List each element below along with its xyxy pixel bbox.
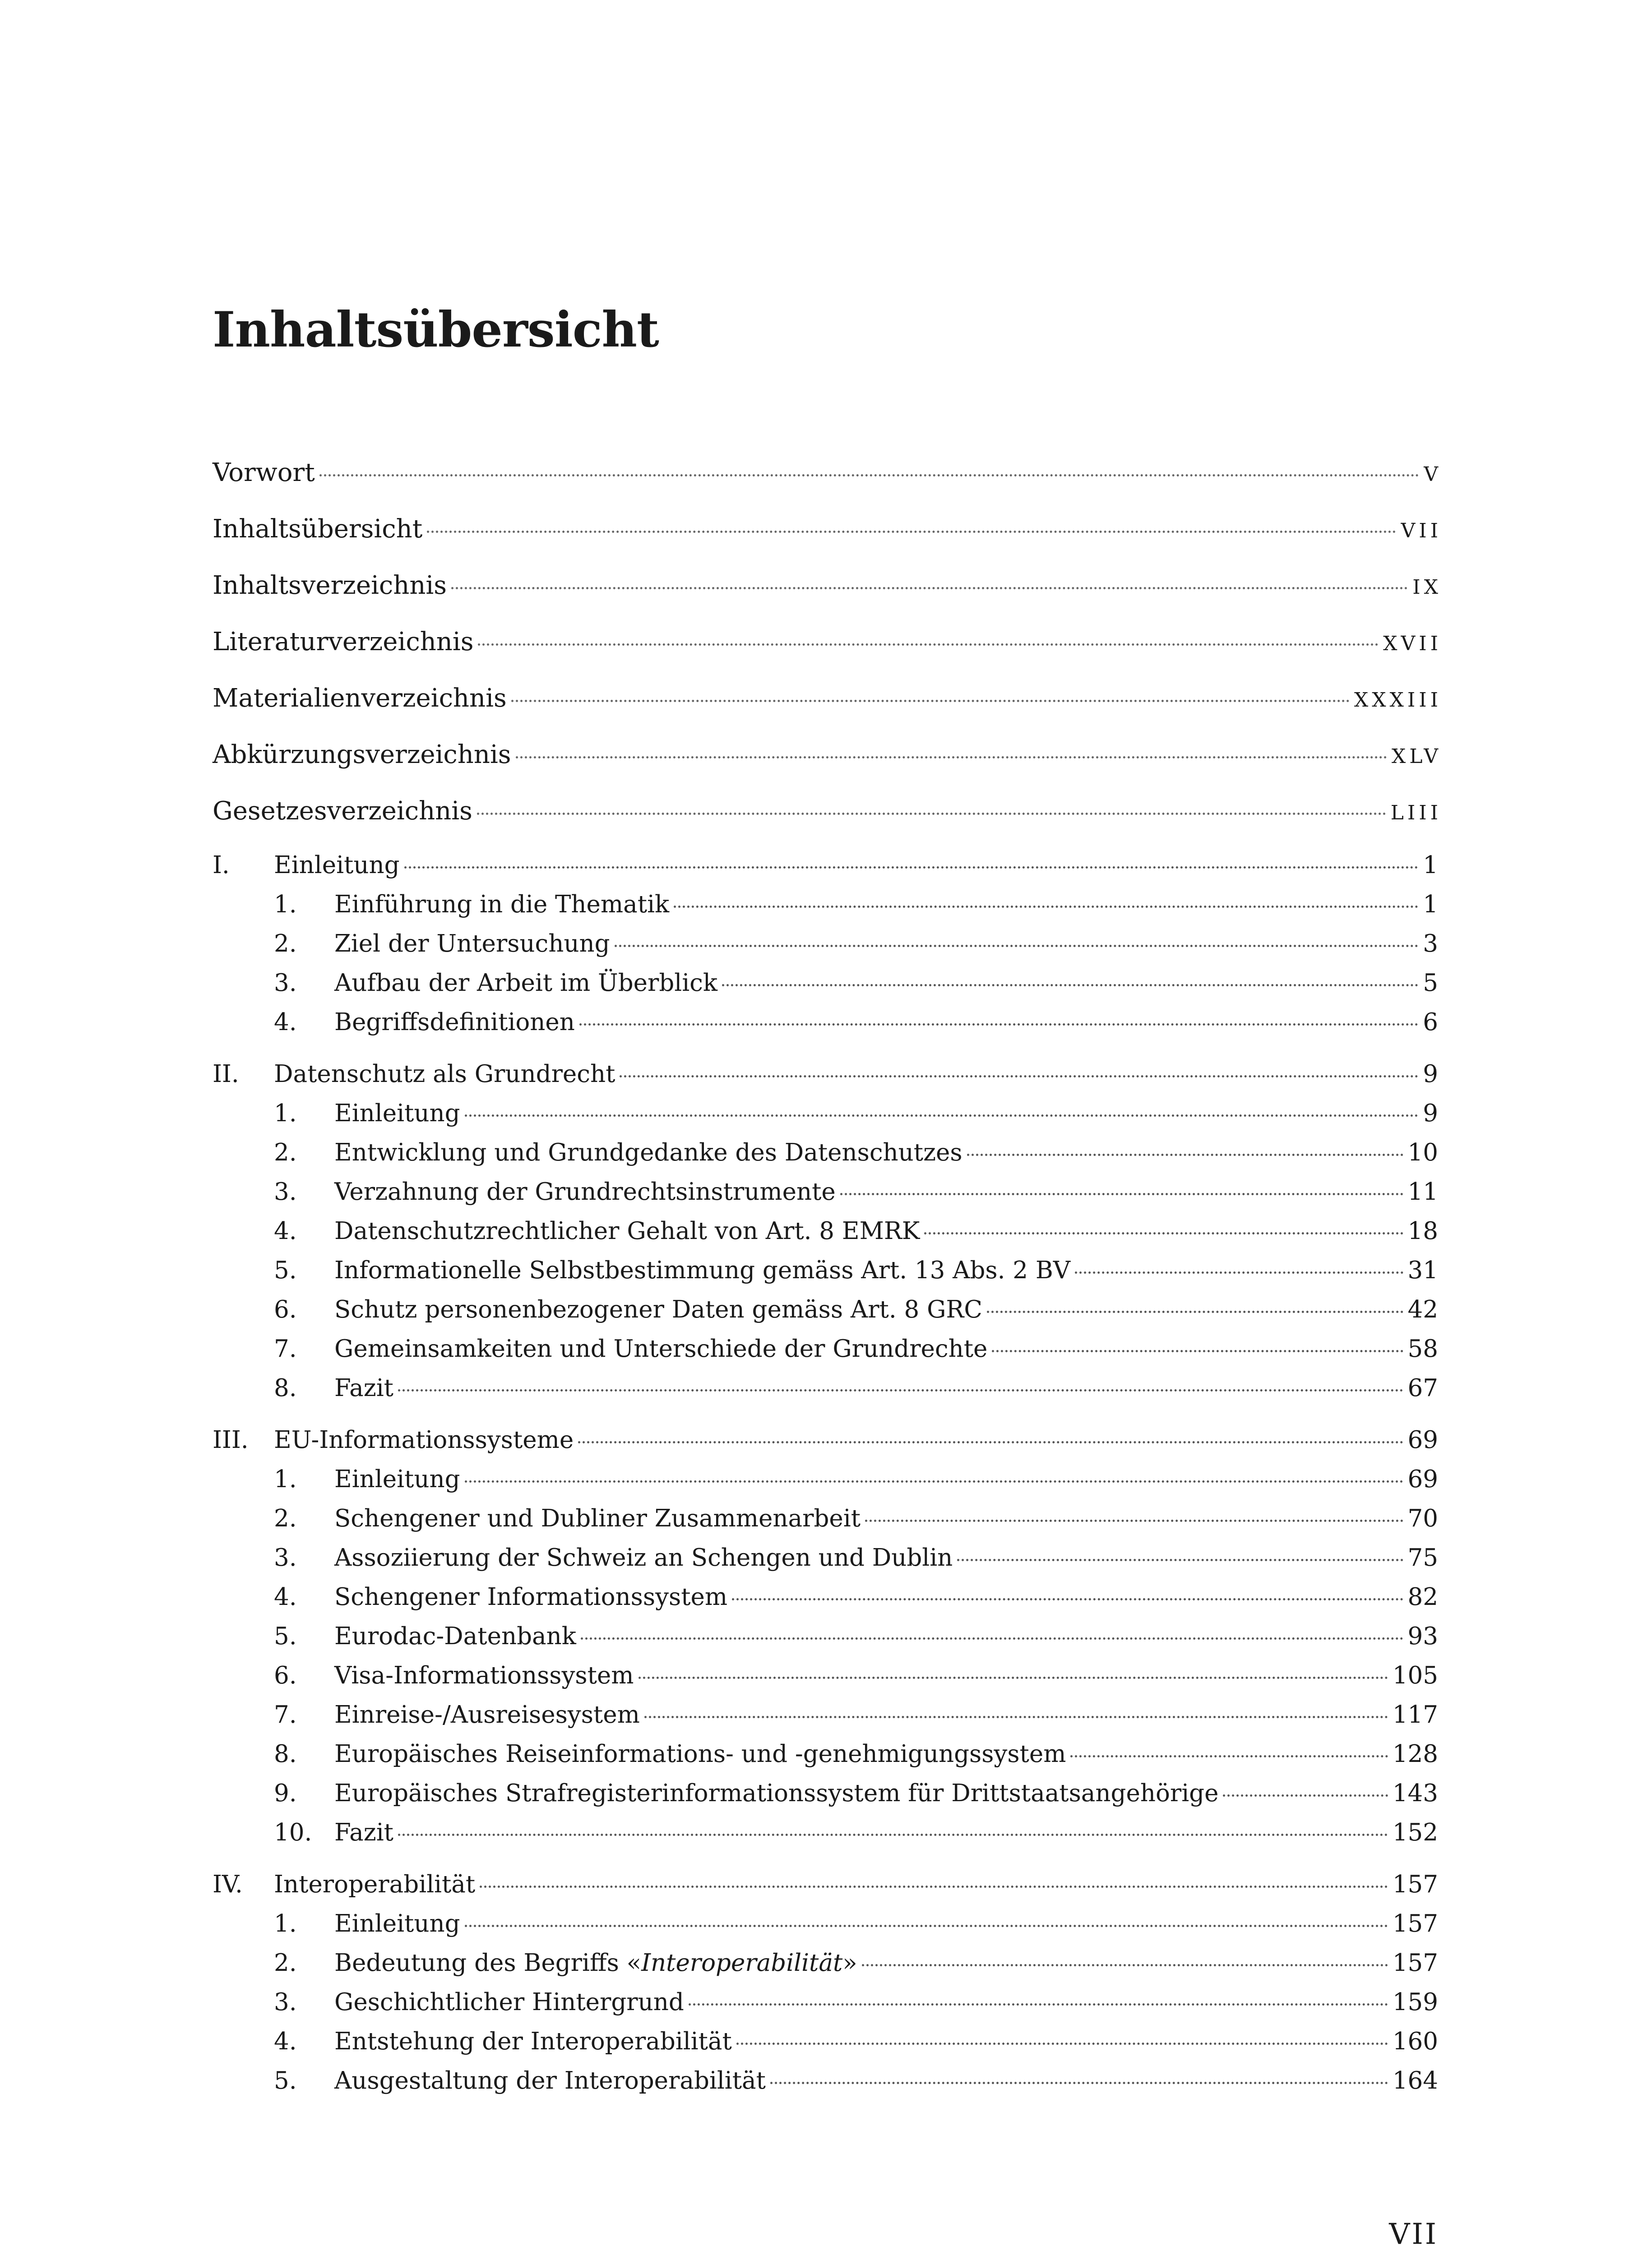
- dot-leader: [465, 1480, 1403, 1483]
- section-page: 105: [1392, 1662, 1438, 1689]
- section-entry[interactable]: [213, 1211, 1438, 1251]
- section-title-text: Einleitung: [334, 1100, 460, 1127]
- section-title-italic: Interoperabilität: [641, 1949, 843, 1977]
- section-title: [334, 1734, 1066, 1774]
- dot-leader: [615, 945, 1419, 947]
- section-title-text: Eurodac-Datenbank: [334, 1623, 576, 1650]
- section-title: [334, 1656, 634, 1695]
- section-number: 5.: [274, 1623, 297, 1650]
- chapter-number: III.: [213, 1426, 249, 1454]
- dot-leader: [511, 700, 1350, 702]
- section-number: 9.: [274, 1780, 297, 1807]
- section-number: 3.: [274, 969, 297, 997]
- section-number: 3.: [274, 1988, 297, 2016]
- section-page: 160: [1392, 2028, 1438, 2055]
- section-number: 4.: [274, 1217, 297, 1245]
- section-page: 11: [1407, 1178, 1438, 1206]
- section-page: 3: [1423, 930, 1438, 957]
- dot-leader: [480, 1886, 1388, 1888]
- chapter-title: Einleitung: [274, 851, 400, 879]
- section-title-text: Fazit: [334, 1374, 393, 1402]
- section-title-text: Einleitung: [334, 1465, 460, 1493]
- section-number: 8.: [274, 1374, 297, 1402]
- section-number: 1.: [274, 1910, 297, 1937]
- section-entry[interactable]: [213, 1656, 1438, 1695]
- chapter-entry[interactable]: [213, 846, 1438, 885]
- chapter-number: I.: [213, 851, 230, 879]
- dot-leader: [620, 1075, 1418, 1077]
- section-title-text: Europäisches Reiseinformations- und -genehmigungssystem: [334, 1740, 1066, 1768]
- dot-leader: [398, 1834, 1388, 1836]
- chapter-page: 9: [1423, 1060, 1438, 1088]
- entry-page: VII: [1401, 519, 1442, 542]
- section-number: 1.: [274, 891, 297, 918]
- section-number: 3.: [274, 1178, 297, 1206]
- toc-entry[interactable]: [213, 501, 1442, 557]
- chapter-entry[interactable]: [213, 1054, 1438, 1094]
- section-entry[interactable]: [213, 1943, 1438, 1983]
- page-title: Inhaltsübersicht: [213, 301, 659, 358]
- dot-leader: [1223, 1794, 1388, 1797]
- dot-leader: [987, 1311, 1403, 1313]
- section-entry[interactable]: [213, 1813, 1438, 1852]
- section-number: 2.: [274, 1949, 297, 1977]
- dot-leader: [581, 1637, 1403, 1640]
- chapter-block: [213, 1420, 1438, 1852]
- entry-page: LIII: [1390, 801, 1442, 824]
- section-title-text: Entstehung der Interoperabilität: [334, 2028, 732, 2055]
- section-page: 82: [1407, 1583, 1438, 1611]
- chapter-block: [213, 846, 1438, 1042]
- section-title-suffix: »: [842, 1949, 857, 1977]
- dot-leader: [477, 813, 1386, 815]
- entry-page: XXXIII: [1354, 689, 1442, 712]
- section-page: 5: [1423, 969, 1438, 997]
- page-number: VII: [1389, 2218, 1438, 2251]
- section-page: 69: [1407, 1465, 1438, 1493]
- section-entry[interactable]: [213, 1329, 1438, 1368]
- section-page: 18: [1407, 1217, 1438, 1245]
- section-title-text: Geschichtlicher Hintergrund: [334, 1988, 684, 2016]
- section-title: [334, 1774, 1218, 1813]
- section-title: [334, 1983, 684, 2022]
- toc-entry[interactable]: [213, 783, 1442, 839]
- section-number: 1.: [274, 1100, 297, 1127]
- section-number: 4.: [274, 1583, 297, 1611]
- section-entry[interactable]: [213, 1695, 1438, 1734]
- dot-leader: [644, 1716, 1388, 1718]
- dot-leader: [319, 474, 1420, 476]
- section-title: [334, 1133, 963, 1172]
- chapter-title: EU-Informationssysteme: [274, 1426, 574, 1454]
- dot-leader: [404, 866, 1419, 869]
- section-title-text: Ausgestaltung der Interoperabilität: [334, 2067, 766, 2094]
- section-title: [334, 1172, 836, 1211]
- chapter-number: IV.: [213, 1871, 243, 1898]
- section-title-text: Aufbau der Arbeit im Überblick: [334, 969, 717, 997]
- section-number: 7.: [274, 1335, 297, 1363]
- entry-page: IX: [1412, 576, 1442, 599]
- entry-title: Vorwort: [213, 458, 315, 487]
- section-entry[interactable]: [213, 1368, 1438, 1408]
- chapter-title: Datenschutz als Grundrecht: [274, 1060, 615, 1088]
- section-entry[interactable]: [213, 1983, 1438, 2022]
- entry-title: Gesetzesverzeichnis: [213, 796, 472, 826]
- section-entry[interactable]: [213, 1499, 1438, 1538]
- section-page: 70: [1407, 1505, 1438, 1532]
- section-page: 157: [1392, 1949, 1438, 1977]
- dot-leader: [1070, 1755, 1388, 1757]
- dot-leader: [465, 1925, 1388, 1927]
- section-entry[interactable]: [213, 1538, 1438, 1577]
- section-page: 6: [1423, 1008, 1438, 1036]
- section-number: 5.: [274, 1257, 297, 1284]
- section-title: [334, 1577, 727, 1617]
- section-entry[interactable]: [213, 1172, 1438, 1211]
- chapter-list: [213, 846, 1438, 2100]
- toc-entry[interactable]: [213, 614, 1442, 670]
- entry-page: V: [1424, 463, 1442, 486]
- section-title-text: Begriffsdefinitionen: [334, 1008, 575, 1036]
- section-entry[interactable]: [213, 2022, 1438, 2061]
- section-entry[interactable]: [213, 1577, 1438, 1617]
- section-title: [334, 1695, 640, 1734]
- entry-title: Inhaltsübersicht: [213, 514, 423, 544]
- dot-leader: [427, 531, 1396, 533]
- section-title-text: Assoziierung der Schweiz an Schengen und Dublin: [334, 1544, 953, 1572]
- section-entry[interactable]: [213, 1460, 1438, 1499]
- section-title: [334, 1003, 575, 1042]
- dot-leader: [578, 1441, 1403, 1443]
- dot-leader: [862, 1964, 1388, 1966]
- section-entry[interactable]: [213, 1617, 1438, 1656]
- section-title-text: Bedeutung des Begriffs «: [334, 1949, 642, 1977]
- dot-leader: [674, 906, 1418, 908]
- section-page: 128: [1392, 1740, 1438, 1768]
- section-page: 164: [1392, 2067, 1438, 2094]
- section-page: 9: [1423, 1100, 1438, 1127]
- section-entry[interactable]: [213, 2061, 1438, 2100]
- section-entry[interactable]: [213, 1094, 1438, 1133]
- section-page: 152: [1392, 1819, 1438, 1846]
- dot-leader: [840, 1193, 1403, 1195]
- section-number: 10.: [274, 1819, 312, 1846]
- section-page: 143: [1392, 1780, 1438, 1807]
- section-number: 5.: [274, 2067, 297, 2094]
- toc-entry[interactable]: [213, 557, 1442, 614]
- section-title: [334, 1460, 460, 1499]
- section-title: [334, 2061, 766, 2100]
- section-number: 3.: [274, 1544, 297, 1572]
- entry-title: Materialienverzeichnis: [213, 684, 507, 713]
- dot-leader: [689, 2003, 1388, 2006]
- section-page: 159: [1392, 1988, 1438, 2016]
- section-number: 8.: [274, 1740, 297, 1768]
- section-number: 4.: [274, 2028, 297, 2055]
- chapter-block: [213, 1865, 1438, 2100]
- dot-leader: [722, 984, 1418, 986]
- entry-title: Inhaltsverzeichnis: [213, 571, 447, 600]
- section-title-text: Schengener Informationssystem: [334, 1583, 728, 1611]
- section-entry[interactable]: [213, 924, 1438, 963]
- section-number: 1.: [274, 1465, 297, 1493]
- section-title-text: Verzahnung der Grundrechtsinstrumente: [334, 1178, 836, 1206]
- section-page: 157: [1392, 1910, 1438, 1937]
- section-number: 7.: [274, 1701, 297, 1729]
- section-entry[interactable]: [213, 1133, 1438, 1172]
- section-title-text: Entwicklung und Grundgedanke des Datenschutzes: [334, 1139, 963, 1166]
- section-entry[interactable]: [213, 1774, 1438, 1813]
- dot-leader: [465, 1114, 1419, 1117]
- section-entry[interactable]: [213, 1251, 1438, 1290]
- chapter-title: Interoperabilität: [274, 1871, 476, 1898]
- section-page: 117: [1392, 1701, 1438, 1729]
- section-number: 2.: [274, 1505, 297, 1532]
- section-number: 6.: [274, 1296, 297, 1323]
- section-title: [334, 1538, 953, 1577]
- chapter-page: 1: [1423, 851, 1438, 879]
- section-title-text: Einführung in die Thematik: [334, 891, 670, 918]
- entry-title: Literaturverzeichnis: [213, 627, 474, 656]
- section-title: [334, 1617, 576, 1656]
- section-number: 2.: [274, 1139, 297, 1166]
- section-title-text: Gemeinsamkeiten und Unterschiede der Grundrechte: [334, 1335, 988, 1363]
- dot-leader: [639, 1677, 1388, 1679]
- section-title-text: Datenschutzrechtlicher Gehalt von Art. 8 EMRK: [334, 1217, 920, 1245]
- dot-leader: [579, 1023, 1418, 1026]
- section-title: [334, 1368, 393, 1408]
- section-entry[interactable]: [213, 963, 1438, 1003]
- section-entry[interactable]: [213, 885, 1438, 924]
- section-page: 1: [1423, 891, 1438, 918]
- section-page: 58: [1407, 1335, 1438, 1363]
- dot-leader: [992, 1350, 1403, 1352]
- section-title: [334, 885, 669, 924]
- dot-leader: [1075, 1271, 1403, 1274]
- chapter-entry[interactable]: [213, 1420, 1438, 1460]
- section-title-text: Schutz personenbezogener Daten gemäss Art. 8 GRC: [334, 1296, 982, 1323]
- section-title-text: Informationelle Selbstbestimmung gemäss Art. 13 Abs. 2 BV: [334, 1257, 1071, 1284]
- dot-leader: [957, 1559, 1403, 1561]
- dot-leader: [398, 1389, 1403, 1392]
- section-entry[interactable]: [213, 1734, 1438, 1774]
- section-title: [334, 963, 717, 1003]
- section-page: 10: [1407, 1139, 1438, 1166]
- section-number: 2.: [274, 930, 297, 957]
- dot-leader: [516, 756, 1387, 758]
- section-title-text: Einreise-/Ausreisesystem: [334, 1701, 640, 1729]
- dot-leader: [736, 2043, 1388, 2045]
- section-title: [334, 924, 610, 963]
- front-matter-list: [213, 444, 1442, 839]
- section-title: [334, 1290, 982, 1329]
- toc-entry[interactable]: [213, 444, 1442, 501]
- section-title-text: Europäisches Strafregisterinformationssystem für Drittstaatsangehörige: [334, 1780, 1219, 1807]
- chapter-number: II.: [213, 1060, 239, 1088]
- chapter-page: 157: [1392, 1871, 1438, 1898]
- dot-leader: [865, 1520, 1403, 1522]
- dot-leader: [451, 587, 1408, 589]
- toc-entry[interactable]: [213, 726, 1442, 783]
- section-title: [334, 1251, 1070, 1290]
- section-page: 42: [1407, 1296, 1438, 1323]
- chapter-page: 69: [1407, 1426, 1438, 1454]
- dot-leader: [770, 2082, 1388, 2084]
- chapter-entry[interactable]: [213, 1865, 1438, 1904]
- section-title: [334, 1499, 861, 1538]
- dot-leader: [967, 1154, 1403, 1156]
- section-title: [334, 1329, 987, 1368]
- section-page: 75: [1407, 1544, 1438, 1572]
- section-title-text: Schengener und Dubliner Zusammenarbeit: [334, 1505, 861, 1532]
- section-title: [334, 1211, 920, 1251]
- section-number: 6.: [274, 1662, 297, 1689]
- section-page: 93: [1407, 1623, 1438, 1650]
- entry-page: XVII: [1383, 632, 1442, 655]
- section-entry[interactable]: [213, 1290, 1438, 1329]
- section-number: 4.: [274, 1008, 297, 1036]
- toc-entry[interactable]: [213, 670, 1442, 726]
- entry-title: Abkürzungsverzeichnis: [213, 740, 511, 769]
- chapter-block: [213, 1054, 1438, 1408]
- section-title-text: Visa-Informationssystem: [334, 1662, 634, 1689]
- dot-leader: [732, 1598, 1403, 1600]
- section-title: [334, 1094, 460, 1133]
- section-page: 67: [1407, 1374, 1438, 1402]
- entry-page: XLV: [1391, 745, 1442, 768]
- section-entry[interactable]: [213, 1003, 1438, 1042]
- section-title: [334, 2022, 732, 2061]
- section-title: [334, 1943, 857, 1983]
- section-title-text: Fazit: [334, 1819, 393, 1846]
- section-entry[interactable]: [213, 1904, 1438, 1943]
- section-title-text: Einleitung: [334, 1910, 460, 1937]
- dot-leader: [924, 1232, 1403, 1234]
- section-title-text: Ziel der Untersuchung: [334, 930, 610, 957]
- table-of-contents: [213, 444, 1442, 2100]
- section-title: [334, 1904, 460, 1943]
- dot-leader: [478, 643, 1379, 646]
- section-title: [334, 1813, 393, 1852]
- section-page: 31: [1407, 1257, 1438, 1284]
